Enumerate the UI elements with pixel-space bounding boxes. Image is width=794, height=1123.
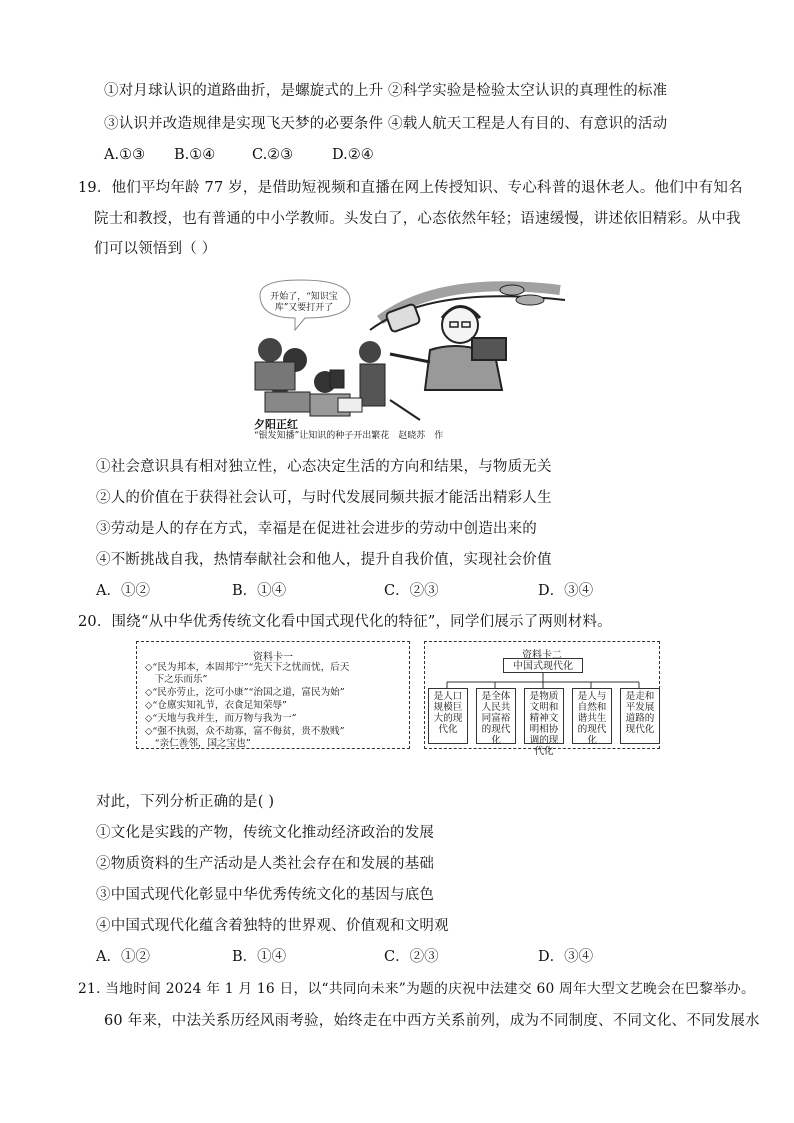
q20-statement-1: ①文化是实践的产物，传统文化推动经济政治的发展 bbox=[96, 825, 435, 841]
q18-statement-4: ④载人航天工程是人有目的、有意识的活动 bbox=[388, 116, 668, 132]
q18-statement-3: ③认识并改造规律是实现飞天梦的必要条件 bbox=[104, 116, 384, 132]
q19-stem-line-1: 19．他们平均年龄 77 岁，是借助短视频和直播在网上传授知识、专心科普的退休老人。他们中有知名 bbox=[78, 180, 743, 196]
q20-option-b: B．①④ bbox=[232, 949, 287, 965]
q20-statement-4: ④中国式现代化蕴含着独特的世界观、价值观和文明观 bbox=[96, 918, 449, 934]
q21-line-1: 21. 当地时间 2024 年 1 月 16 日，以“共同向未来”为题的庆祝中法建交 60 周年大型文艺晚会在巴黎举办。 bbox=[78, 981, 756, 997]
q20-option-a: A．①② bbox=[96, 949, 150, 965]
q18-statement-1: ①对月球认识的道路曲折，是螺旋式的上升 bbox=[104, 83, 384, 99]
q19-stem-line-2: 院士和教授，也有普通的中小学教师。头发白了，心态依然年轻；语速缓慢，讲述依旧精彩。从中我 bbox=[94, 211, 741, 227]
q19-statement-4: ④不断挑战自我，热情奉献社会和他人，提升自我价值，实现社会价值 bbox=[96, 552, 552, 568]
q19-option-d: D．③④ bbox=[538, 583, 594, 599]
card2-title: 资料卡二 bbox=[522, 650, 562, 661]
q20-option-d: D．③④ bbox=[538, 949, 594, 965]
q19-option-b: B．①④ bbox=[232, 583, 287, 599]
card1-line: ◇“民亦劳止，汔可小康”“治国之道，富民为始” bbox=[145, 687, 345, 698]
card1-line: 下之乐而乐” bbox=[145, 674, 208, 685]
card2-child-node: 是全体人民共同富裕的现代化 bbox=[476, 688, 516, 744]
card2-child-node: 是物质文明和精神文明相协调的现代化 bbox=[524, 688, 564, 744]
card2-child-node: 是人与自然和谐共生的现代化 bbox=[572, 688, 612, 744]
card2-child-node: 是人口规模巨大的现代化 bbox=[428, 688, 468, 744]
card1-line: ◇“天地与我并生，而万物与我为一” bbox=[145, 713, 297, 724]
card1-title: 资料卡一 bbox=[253, 652, 293, 663]
q18-option-c: C.②③ bbox=[252, 147, 294, 163]
q19-stem-line-3: 们可以领悟到（ ） bbox=[94, 241, 217, 257]
q20-option-c: C．②③ bbox=[384, 949, 439, 965]
q19-option-a: A．①② bbox=[96, 583, 150, 599]
q20-question: 对此，下列分析正确的是( ) bbox=[96, 794, 275, 810]
card2-child-node: 是走和平发展道路的现代化 bbox=[620, 688, 660, 744]
card1-line: ◇“民为邦本，本固邦宁”“先天下之忧而忧，后天 bbox=[145, 662, 350, 673]
card1-line: “亲仁善邻，国之宝也” bbox=[145, 738, 251, 749]
q18-option-a: A.①③ bbox=[104, 147, 146, 163]
q19-statement-1: ①社会意识具有相对独立性，心态决定生活的方向和结果，与物质无关 bbox=[96, 459, 552, 475]
q21-line-2: 60 年来，中法关系历经风雨考验，始终走在中西方关系前列，成为不同制度、不同文化、不同发展水 bbox=[104, 1013, 760, 1029]
cartoon-caption: “银发知播”让知识的种子开出繁花 赵晓苏 作 bbox=[254, 431, 444, 441]
material-card-2 bbox=[424, 641, 660, 757]
cartoon-title: 夕阳正红 bbox=[254, 418, 298, 431]
material-card-1 bbox=[136, 641, 410, 749]
q19-statement-2: ②人的价值在于获得社会认可，与时代发展同频共振才能活出精彩人生 bbox=[96, 490, 552, 506]
q19-option-c: C．②③ bbox=[384, 583, 439, 599]
cartoon-illustration bbox=[240, 270, 570, 440]
q19-statement-3: ③劳动是人的存在方式，幸福是在促进社会进步的劳动中创造出来的 bbox=[96, 521, 537, 537]
q18-statement-2: ②科学实验是检验太空认识的真理性的标准 bbox=[388, 83, 668, 99]
card1-line: ◇“仓廪实知礼节，衣食足知荣辱” bbox=[145, 700, 287, 711]
card2-root-node: 中国式现代化 bbox=[503, 658, 583, 673]
q18-option-b: B.①④ bbox=[174, 147, 216, 163]
q18-option-d: D.②④ bbox=[332, 147, 374, 163]
card1-line: ◇“强不执弱，众不劫寡，富不侮贫，贵不敖贱” bbox=[145, 726, 345, 737]
q20-statement-3: ③中国式现代化彰显中华优秀传统文化的基因与底色 bbox=[96, 887, 435, 903]
q20-stem: 20．围绕“从中华优秀传统文化看中国式现代化的特征”，同学们展示了两则材料。 bbox=[78, 614, 612, 630]
cartoon-bubble-text: 开始了，“知识宝库”又要打开了 bbox=[270, 292, 338, 313]
q20-statement-2: ②物质资料的生产活动是人类社会存在和发展的基础 bbox=[96, 856, 435, 872]
